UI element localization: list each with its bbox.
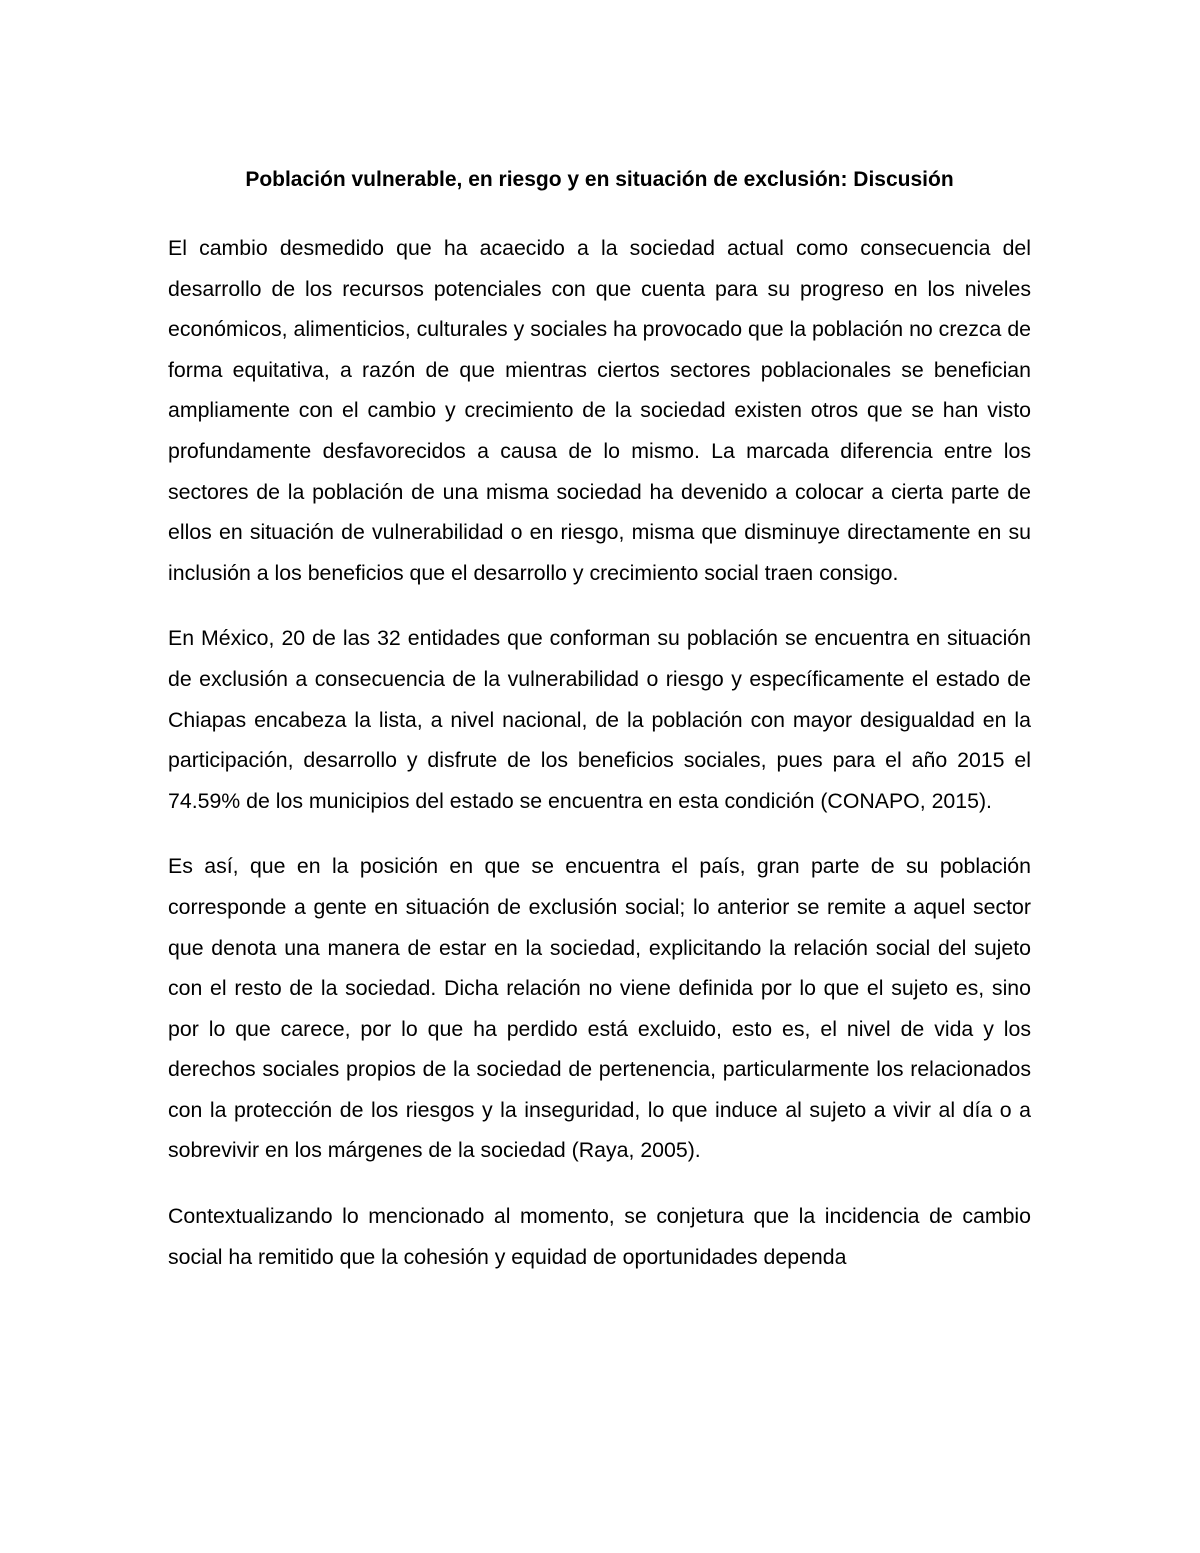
paragraph-3: Es así, que en la posición en que se encuentra el país, gran parte de su población corresponde a gente en situación de exclusión social; lo anterior se remite a aquel sector que denota una manera de estar en la sociedad, explicitando la relación social del sujeto con el resto de la sociedad. Dicha relación no viene definida por lo que el sujeto es, sino por lo que carece, por lo que ha perdido está excluido, esto es, el nivel de vida y los derechos sociales propios de la sociedad de pertenencia, particularmente los relacionados con la protección de los riesgos y la inseguridad, lo que induce al sujeto a vivir al día o a sobrevivir en los márgenes de la sociedad (Raya, 2005). xyxy=(168,854,1031,1163)
document-body xyxy=(168,160,1031,1302)
page-title: Población vulnerable, en riesgo y en situación de exclusión: Discusión xyxy=(245,168,954,191)
paragraph-4: Contextualizando lo mencionado al momento, se conjetura que la incidencia de cambio social ha remitido que la cohesión y equidad de oportunidades dependa xyxy=(168,1204,1031,1269)
paragraph-2: En México, 20 de las 32 entidades que conforman su población se encuentra en situación de exclusión a consecuencia de la vulnerabilidad o riesgo y específicamente el estado de Chiapas encabeza la lista, a nivel nacional, de la población con mayor desigualdad en la participación, desarrollo y disfrute de los beneficios sociales, pues para el año 2015 el 74.59% de los municipios del estado se encuentra en esta condición (CONAPO, 2015). xyxy=(168,626,1031,813)
paragraph-1: El cambio desmedido que ha acaecido a la sociedad actual como consecuencia del desarrollo de los recursos potenciales con que cuenta para su progreso en los niveles económicos, alimenticios, culturales y sociales ha provocado que la población no crezca de forma equitativa, a razón de que mientras ciertos sectores poblacionales se benefician ampliamente con el cambio y crecimiento de la sociedad existen otros que se han visto profundamente desfavorecidos a causa de lo mismo. La marcada diferencia entre los sectores de la población de una misma sociedad ha devenido a colocar a cierta parte de ellos en situación de vulnerabilidad o en riesgo, misma que disminuye directamente en su inclusión a los beneficios que el desarrollo y crecimiento social traen consigo. xyxy=(168,236,1032,585)
